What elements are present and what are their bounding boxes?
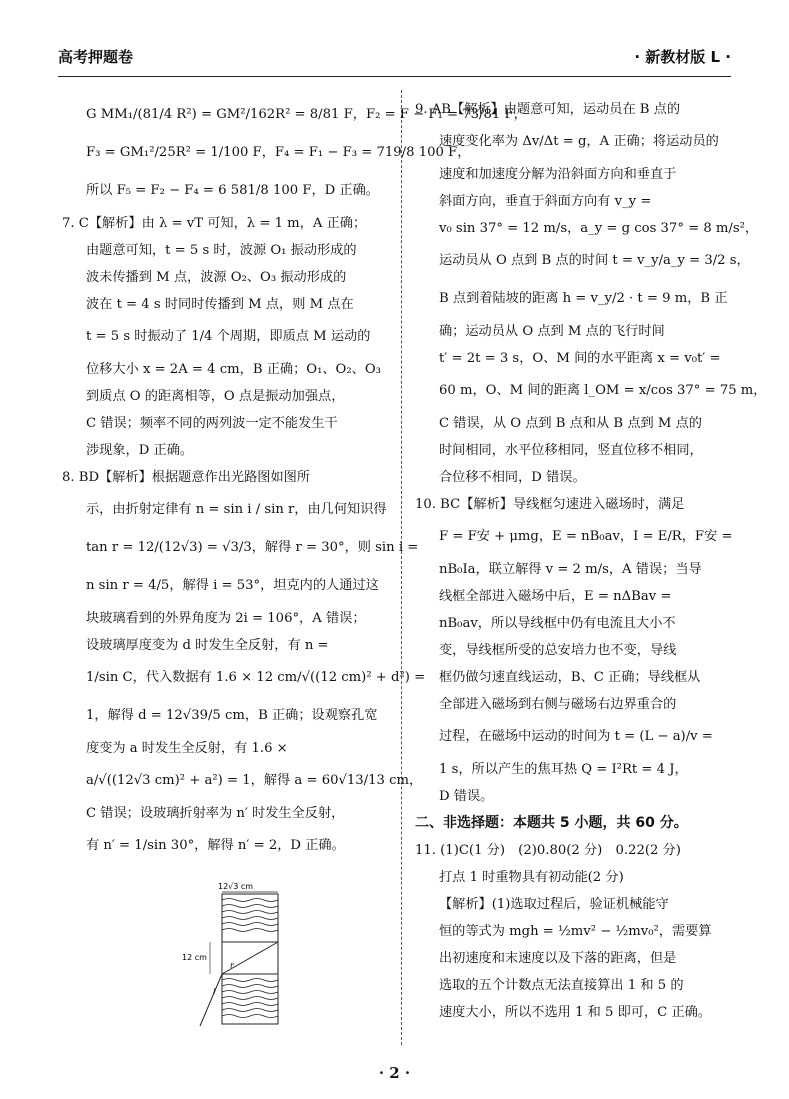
text-line: 涉现象，D 正确。 (86, 443, 194, 458)
text-line: C 错误，从 O 点到 B 点和从 B 点到 M 点的 (439, 416, 702, 431)
text-line: 到质点 O 的距离相等，O 点是振动加强点， (86, 389, 345, 404)
text-line: 打点 1 时重物具有初动能(2 分) (439, 870, 624, 885)
text-line: 1，解得 d = 12√39/5 cm，B 正确；设观察孔宽 (86, 708, 378, 723)
text-line: a/√((12√3 cm)² + a²) = 1，解得 a = 60√13/13 cm， (86, 773, 423, 788)
text-line: C 错误；设玻璃折射率为 n′ 时发生全反射， (86, 806, 345, 821)
text-line: t = 5 s 时振动了 1/4 个周期，即质点 M 运动的 (86, 329, 371, 344)
text-line: 框仍做匀速直线运动，B、C 正确；导线框从 (439, 670, 701, 685)
text-line: 示，由折射定律有 n = sin i / sin r，由几何知识得 (86, 502, 387, 517)
light-path-figure (180, 880, 290, 1030)
text-line: 【解析】(1)选取过程后，验证机械能守 (439, 897, 669, 912)
text-line: 出初速度和末速度以及下落的距离，但是 (439, 951, 677, 966)
text-line: 1 s，所以产生的焦耳热 Q = I²Rt = 4 J， (439, 762, 688, 777)
header-left: 高考押题卷 (58, 48, 134, 66)
text-line: 设玻璃厚度变为 d 时发生全反射，有 n = (86, 638, 329, 653)
text-line: 选取的五个计数点无法直接算出 1 和 5 的 (439, 978, 684, 993)
text-line: 11. (1)C(1 分) (2)0.80(2 分) 0.22(2 分) (415, 843, 681, 858)
text-line: 60 m，O、M 间的距离 l_OM = x/cos 37° = 75 m， (439, 383, 767, 398)
text-line: 7. C【解析】由 λ = vT 可知，λ = 1 m，A 正确； (62, 216, 367, 231)
text-line: 速度变化率为 Δv/Δt = g，A 正确；将运动员的 (439, 134, 719, 149)
text-line: 恒的等式为 mgh = ½mv² − ½mv₀²，需要算 (439, 924, 712, 939)
text-line: 二、非选择题：本题共 5 小题，共 60 分。 (415, 815, 688, 831)
figure-top-label: 12√3 cm (218, 882, 254, 891)
figure-angle-r: r (230, 961, 234, 970)
text-line: 时间相同，水平位移相同，竖直位移不相同， (439, 443, 703, 458)
text-line: 度变为 a 时发生全反射，有 1.6 × (86, 741, 288, 756)
header-right: · 新教材版 L · (634, 48, 731, 66)
text-line: 有 n′ = 1/sin 30°，解得 n′ = 2，D 正确。 (86, 838, 345, 853)
header-rule (58, 76, 731, 77)
text-line: nB₀av，所以导线框中仍有电流且大小不 (439, 616, 676, 631)
text-line: F = F安 + μmg，E = nB₀av，I = E/R，F安 = (439, 529, 733, 544)
text-line: 所以 F₅ = F₂ − F₄ = 6 581/8 100 F，D 正确。 (86, 183, 379, 198)
text-line: 确；运动员从 O 点到 M 点的飞行时间 (439, 324, 665, 339)
text-line: G MM₁/(81/4 R²) = GM²/162R² = 8/81 F，F₂ = F − F₁ = 73/81 F， (86, 107, 527, 122)
text-line: tan r = 12/(12√3) = √3/3，解得 r = 30°，则 sin i = (86, 540, 419, 555)
text-line: 8. BD【解析】根据题意作出光路图如图所 (62, 470, 311, 485)
text-line: 波未传播到 M 点，波源 O₂、O₃ 振动形成的 (86, 270, 347, 285)
text-line: 过程，在磁场中运动的时间为 t = (L − a)/v = (439, 729, 713, 744)
text-line: 变，导线框所受的总安培力也不变，导线 (439, 643, 677, 658)
column-divider (401, 90, 402, 1045)
text-line: 10. BC【解析】导线框匀速进入磁场时，满足 (415, 497, 685, 512)
right-column (415, 96, 767, 1026)
figure-side-label: 12 cm (182, 953, 207, 962)
text-line: 合位移不相同，D 错误。 (439, 470, 586, 485)
text-line: t′ = 2t = 3 s，O、M 间的水平距离 x = v₀t′ = (439, 351, 721, 366)
text-line: 波在 t = 4 s 时同时传播到 M 点，则 M 点在 (86, 297, 354, 312)
text-line: 位移大小 x = 2A = 4 cm，B 正确；O₁、O₂、O₃ (86, 362, 381, 377)
text-line: 1/sin C，代入数据有 1.6 × 12 cm/√((12 cm)² + d²) = (86, 670, 426, 685)
text-line: nB₀Ia，联立解得 v = 2 m/s，A 错误；当导 (439, 562, 702, 577)
text-line: 速度和加速度分解为沿斜面方向和垂直于 (439, 167, 677, 182)
text-line: 块玻璃看到的外界角度为 2i = 106°，A 错误； (86, 611, 366, 626)
text-line: 速度大小，所以不选用 1 和 5 即可，C 正确。 (439, 1005, 712, 1020)
text-line: 线框全部进入磁场中后，E = nΔBav = (439, 589, 672, 604)
text-line: 9. AB【解析】由题意可知，运动员在 B 点的 (415, 102, 681, 117)
text-line: C 错误；频率不同的两列波一定不能发生干 (86, 416, 338, 431)
page-number: · 2 · (378, 1064, 411, 1082)
text-line: D 错误。 (439, 789, 494, 804)
figure-angle-i: i (213, 987, 216, 996)
text-line: 斜面方向，垂直于斜面方向有 v_y = (439, 194, 652, 209)
text-line: v₀ sin 37° = 12 m/s，a_y = g cos 37° = 8 m/s²， (439, 221, 759, 236)
text-line: B 点到着陆坡的距离 h = v_y/2 · t = 9 m，B 正 (439, 291, 728, 306)
text-line: F₃ = GM₁²/25R² = 1/100 F，F₄ = F₁ − F₃ = 719/8 100 F， (86, 145, 471, 160)
text-line: 运动员从 O 点到 B 点的时间 t = v_y/a_y = 3/2 s， (439, 253, 750, 268)
text-line: n sin r = 4/5，解得 i = 53°，坦克内的人通过这 (86, 578, 379, 593)
text-line: 由题意可知，t = 5 s 时，波源 O₁ 振动形成的 (86, 243, 357, 258)
text-line: 全部进入磁场到右侧与磁场右边界重合的 (439, 697, 677, 712)
